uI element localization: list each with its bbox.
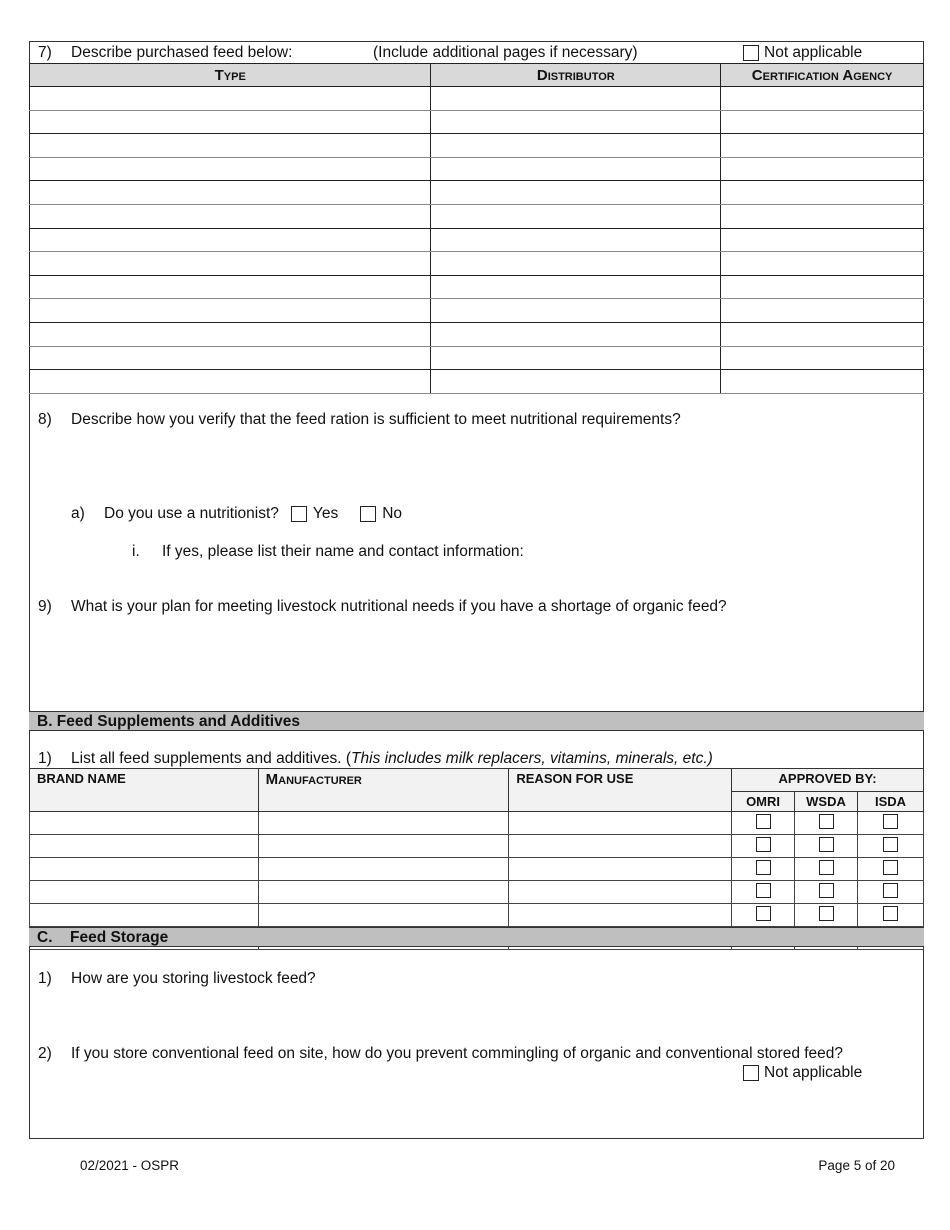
table-row bbox=[30, 87, 924, 111]
nutritionist-yes-option[interactable] bbox=[291, 505, 338, 523]
section-b-q1-line bbox=[71, 750, 713, 768]
nutritionist-yes-checkbox[interactable] bbox=[291, 506, 307, 522]
wsda-checkbox[interactable] bbox=[819, 906, 834, 921]
brand-name-cell[interactable] bbox=[30, 904, 259, 927]
omri-cell bbox=[732, 904, 795, 927]
table-row bbox=[30, 181, 924, 205]
wsda-checkbox[interactable] bbox=[819, 814, 834, 829]
footer-page-number: Page 5 of 20 bbox=[818, 1158, 895, 1173]
isda-checkbox[interactable] bbox=[883, 906, 898, 921]
question-7-note: (Include additional pages if necessary) bbox=[373, 44, 638, 61]
q7-not-applicable-checkbox[interactable] bbox=[743, 45, 759, 61]
isda-cell bbox=[858, 835, 924, 858]
section-c-q1-number: 1) bbox=[38, 970, 52, 987]
wsda-cell bbox=[795, 858, 858, 881]
distributor-cell[interactable] bbox=[431, 134, 721, 158]
header-type: Type bbox=[30, 64, 431, 87]
section-b-title: B. Feed Supplements and Additives bbox=[37, 713, 300, 730]
q7-not-applicable-label: Not applicable bbox=[764, 44, 863, 61]
header-brand-name: BRAND NAME bbox=[30, 769, 259, 812]
omri-cell bbox=[732, 812, 795, 835]
omri-checkbox[interactable] bbox=[756, 837, 771, 852]
table-row bbox=[30, 812, 924, 835]
type-cell[interactable] bbox=[30, 134, 431, 158]
question-8a-i-text: If yes, please list their name and contact information: bbox=[162, 543, 524, 560]
table-row bbox=[30, 881, 924, 904]
question-8-text: Describe how you verify that the feed ration is sufficient to meet nutritional requirements? bbox=[71, 411, 681, 428]
section-b-q1-text: List all feed supplements and additives. ( bbox=[71, 750, 352, 767]
omri-cell bbox=[732, 835, 795, 858]
nutritionist-no-checkbox[interactable] bbox=[360, 506, 376, 522]
distributor-cell[interactable] bbox=[431, 204, 721, 228]
section-c-letter: C. bbox=[37, 929, 53, 946]
wsda-cell bbox=[795, 812, 858, 835]
header-approved-by: APPROVED BY: bbox=[732, 769, 924, 792]
certification-agency-cell[interactable] bbox=[721, 370, 924, 394]
type-cell[interactable] bbox=[30, 322, 431, 346]
section-c-title: Feed Storage bbox=[70, 929, 169, 946]
footer-left: 02/2021 - OSPR bbox=[80, 1158, 180, 1173]
brand-name-cell[interactable] bbox=[30, 881, 259, 904]
section-c-not-applicable-checkbox[interactable] bbox=[743, 1065, 759, 1081]
question-9-number: 9) bbox=[38, 598, 52, 615]
distributor-cell[interactable] bbox=[431, 228, 721, 252]
distributor-cell[interactable] bbox=[431, 110, 721, 134]
omri-cell bbox=[732, 858, 795, 881]
certification-agency-cell[interactable] bbox=[721, 204, 924, 228]
brand-name-cell[interactable] bbox=[30, 812, 259, 835]
table-row bbox=[30, 204, 924, 228]
wsda-checkbox[interactable] bbox=[819, 860, 834, 875]
isda-cell bbox=[858, 881, 924, 904]
wsda-checkbox[interactable] bbox=[819, 837, 834, 852]
section-c-not-applicable-label: Not applicable bbox=[764, 1064, 863, 1081]
omri-checkbox[interactable] bbox=[756, 883, 771, 898]
question-8a-label: a) bbox=[71, 505, 85, 522]
distributor-cell[interactable] bbox=[431, 181, 721, 205]
header-certification-agency: Certification Agency bbox=[721, 64, 924, 87]
header-reason-for-use: REASON FOR USE bbox=[509, 769, 732, 812]
question-7-text: Describe purchased feed below: bbox=[71, 44, 293, 61]
reason-for-use-cell[interactable] bbox=[509, 881, 732, 904]
table-row bbox=[30, 346, 924, 370]
table-row bbox=[30, 275, 924, 299]
isda-checkbox[interactable] bbox=[883, 860, 898, 875]
certification-agency-cell[interactable] bbox=[721, 110, 924, 134]
reason-for-use-cell[interactable] bbox=[509, 812, 732, 835]
table-row bbox=[30, 299, 924, 323]
isda-cell bbox=[858, 904, 924, 927]
certification-agency-cell[interactable] bbox=[721, 252, 924, 276]
isda-cell bbox=[858, 812, 924, 835]
section-c-header bbox=[29, 927, 924, 947]
question-8a-text: Do you use a nutritionist? bbox=[104, 505, 279, 522]
brand-name-cell[interactable] bbox=[30, 835, 259, 858]
question-8-number: 8) bbox=[38, 411, 52, 428]
table-row bbox=[30, 904, 924, 927]
certification-agency-cell[interactable] bbox=[721, 275, 924, 299]
manufacturer-cell[interactable] bbox=[258, 904, 509, 927]
header-isda: ISDA bbox=[858, 792, 924, 812]
supplements-table bbox=[29, 768, 924, 950]
table-row bbox=[30, 134, 924, 158]
wsda-checkbox[interactable] bbox=[819, 883, 834, 898]
certification-agency-cell[interactable] bbox=[721, 228, 924, 252]
wsda-cell bbox=[795, 881, 858, 904]
type-cell[interactable] bbox=[30, 252, 431, 276]
type-cell[interactable] bbox=[30, 346, 431, 370]
certification-agency-cell[interactable] bbox=[721, 346, 924, 370]
isda-cell bbox=[858, 858, 924, 881]
type-cell[interactable] bbox=[30, 370, 431, 394]
distributor-cell[interactable] bbox=[431, 157, 721, 181]
type-cell[interactable] bbox=[30, 157, 431, 181]
question-8a-i-label: i. bbox=[132, 543, 140, 560]
isda-checkbox[interactable] bbox=[883, 814, 898, 829]
isda-checkbox[interactable] bbox=[883, 883, 898, 898]
certification-agency-cell[interactable] bbox=[721, 322, 924, 346]
table-row bbox=[30, 157, 924, 181]
section-b-q1-number: 1) bbox=[38, 750, 52, 767]
distributor-cell[interactable] bbox=[431, 370, 721, 394]
reason-for-use-cell[interactable] bbox=[509, 904, 732, 927]
section-b-header bbox=[29, 711, 924, 731]
distributor-cell[interactable] bbox=[431, 322, 721, 346]
manufacturer-cell[interactable] bbox=[258, 812, 509, 835]
section-c-not-applicable[interactable] bbox=[743, 1064, 862, 1082]
header-distributor: Distributor bbox=[431, 64, 721, 87]
type-cell[interactable] bbox=[30, 228, 431, 252]
certification-agency-cell[interactable] bbox=[721, 87, 924, 111]
section-c-q2-number: 2) bbox=[38, 1045, 52, 1062]
wsda-cell bbox=[795, 835, 858, 858]
omri-checkbox[interactable] bbox=[756, 860, 771, 875]
certification-agency-cell[interactable] bbox=[721, 181, 924, 205]
distributor-cell[interactable] bbox=[431, 275, 721, 299]
type-cell[interactable] bbox=[30, 87, 431, 111]
manufacturer-cell[interactable] bbox=[258, 835, 509, 858]
certification-agency-cell[interactable] bbox=[721, 157, 924, 181]
distributor-cell[interactable] bbox=[431, 252, 721, 276]
omri-cell bbox=[732, 881, 795, 904]
header-manufacturer: Manufacturer bbox=[258, 769, 509, 812]
manufacturer-cell[interactable] bbox=[258, 881, 509, 904]
type-cell[interactable] bbox=[30, 204, 431, 228]
header-omri: OMRI bbox=[732, 792, 795, 812]
brand-name-cell[interactable] bbox=[30, 858, 259, 881]
question-7-number: 7) bbox=[38, 44, 52, 61]
table-row bbox=[30, 858, 924, 881]
reason-for-use-cell[interactable] bbox=[509, 858, 732, 881]
header-wsda: WSDA bbox=[795, 792, 858, 812]
nutritionist-no-option[interactable] bbox=[360, 505, 402, 523]
question-7 bbox=[30, 42, 923, 64]
section-b-q1-italic: This includes milk replacers, vitamins, minerals, etc.) bbox=[351, 750, 713, 767]
omri-checkbox[interactable] bbox=[756, 814, 771, 829]
isda-checkbox[interactable] bbox=[883, 837, 898, 852]
nutritionist-no-label: No bbox=[382, 505, 403, 522]
nutritionist-yes-label: Yes bbox=[312, 505, 339, 522]
type-cell[interactable] bbox=[30, 275, 431, 299]
type-cell[interactable] bbox=[30, 299, 431, 323]
question-9-text: What is your plan for meeting livestock nutritional needs if you have a shortage of organic feed? bbox=[71, 598, 727, 615]
table-row bbox=[30, 228, 924, 252]
manufacturer-cell[interactable] bbox=[258, 858, 509, 881]
reason-for-use-cell[interactable] bbox=[509, 835, 732, 858]
certification-agency-cell[interactable] bbox=[721, 299, 924, 323]
certification-agency-cell[interactable] bbox=[721, 134, 924, 158]
question-8a-line bbox=[104, 505, 402, 523]
distributor-cell[interactable] bbox=[431, 299, 721, 323]
section-c-q1-text: How are you storing livestock feed? bbox=[71, 970, 316, 987]
table-row bbox=[30, 370, 924, 394]
q7-not-applicable[interactable] bbox=[743, 44, 862, 62]
table-row bbox=[30, 110, 924, 134]
distributor-cell[interactable] bbox=[431, 87, 721, 111]
table-row bbox=[30, 252, 924, 276]
type-cell[interactable] bbox=[30, 181, 431, 205]
table-row bbox=[30, 322, 924, 346]
purchased-feed-table bbox=[29, 63, 924, 394]
table-row bbox=[30, 835, 924, 858]
section-c-q2-text: If you store conventional feed on site, how do you prevent commingling of organic and conventional stored feed? bbox=[71, 1045, 844, 1062]
wsda-cell bbox=[795, 904, 858, 927]
distributor-cell[interactable] bbox=[431, 346, 721, 370]
omri-checkbox[interactable] bbox=[756, 906, 771, 921]
form-frame bbox=[29, 41, 924, 1139]
type-cell[interactable] bbox=[30, 110, 431, 134]
